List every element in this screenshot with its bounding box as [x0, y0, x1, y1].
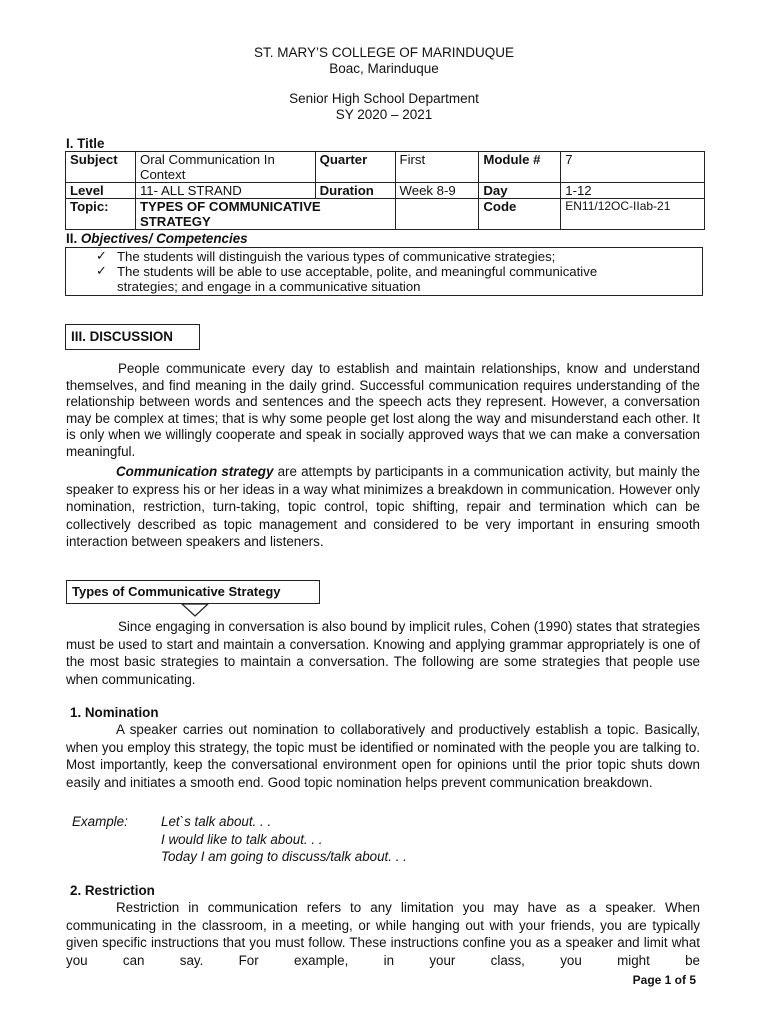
quarter-value: First — [395, 152, 479, 183]
module-info-table — [65, 151, 705, 230]
school-name: ST. MARY’S COLLEGE OF MARINDUQUE — [253, 45, 515, 60]
discussion-paragraph-2: Communication strategy are attempts by participants in a communication activity, but mainly the speaker to express his or her ideas in a way what minimizes a breakdown in communication. However only nomination, restriction, turn-taking, topic control, topic shifting, repair and termination which can be collectively described as topic management and considered to be very important in ensuring smooth interaction between speakers and listeners. — [66, 464, 700, 550]
day-label: Day — [479, 183, 561, 199]
school-location: Boac, Marinduque — [329, 61, 439, 76]
restriction-paragraph: Restriction in communication refers to any limitation you may have as a speaker. When communicating in the classroom, in a meeting, or while hanging out with your friends, you are typically given specific instructions that you must follow. These instructions confine you as a speaker and limit what you can say. For example, in your class, you might be — [66, 900, 700, 968]
quarter-label: Quarter — [315, 152, 395, 183]
types-heading-box: Types of Communicative Strategy — [66, 580, 320, 604]
level-label: Level — [66, 183, 136, 199]
example-line: I would like to talk about. . . — [161, 832, 323, 847]
section-title-1: I. Title — [66, 136, 105, 151]
check-icon: ✓ — [96, 263, 107, 278]
level-value: 11- ALL STRAND — [135, 183, 315, 199]
code-label: Code — [479, 199, 561, 230]
department-name: Senior High School Department — [289, 91, 479, 106]
down-arrow-icon — [181, 603, 209, 618]
day-value: 1-12 — [561, 183, 705, 199]
example-line: Let`s talk about. . . — [161, 814, 272, 829]
objective-item: The students will distinguish the various types of communicative strategies; — [117, 249, 556, 264]
discussion-paragraph-1: People communicate every day to establish and maintain relationships, know and understand themselves, and find meaning in the daily grind. Successful communication requires understanding of the relationship between words and sentences and the speech acts they represent. However, a conversation may be complex at times; that is why some people get lost along the way and misunderstand each other. It is only when we willingly cooperate and speak in socially approved ways that we can make a conversation meaningful. — [66, 361, 700, 459]
discussion-heading: III. DISCUSSION — [65, 324, 200, 350]
topic-label: Topic: — [66, 199, 136, 230]
topic-value: TYPES OF COMMUNICATIVE STRATEGY — [135, 199, 395, 230]
school-year: SY 2020 – 2021 — [335, 107, 433, 122]
code-value: EN11/12OC-IIab-21 — [561, 199, 705, 230]
check-icon: ✓ — [96, 248, 107, 263]
nomination-paragraph: A speaker carries out nomination to collaboratively and productively establish a topic. Basically, when you employ this strategy, the topic must be identified or nominated with the people you are talking to. Most importantly, keep the conversational environment open for opinions until the prior topic shuts down easily and initiates a smooth end. Good topic nomination helps prevent communication breakdown. — [66, 722, 700, 790]
duration-value: Week 8-9 — [395, 183, 479, 199]
types-intro-paragraph: Since engaging in conversation is also bound by implicit rules, Cohen (1990) states that strategies must be used to start and maintain a conversation. Knowing and applying grammar appropriately is one of the most basic strategies to maintain a conversation. The following are some strategies that people use when communicating. — [66, 619, 700, 687]
objective-item-continued: strategies; and engage in a communicative situation — [117, 279, 421, 294]
section-title-2: II. Objectives/ Competencies — [66, 231, 248, 246]
duration-label: Duration — [315, 183, 395, 199]
nomination-heading: 1. Nomination — [70, 705, 159, 720]
module-label: Module # — [479, 152, 561, 183]
example-label: Example: — [72, 814, 128, 829]
page-number: Page 1 of 5 — [632, 973, 696, 987]
subject-label: Subject — [66, 152, 136, 183]
objective-item: The students will be able to use acceptable, polite, and meaningful communicative — [117, 264, 598, 279]
objectives-box — [65, 247, 703, 296]
module-value: 7 — [561, 152, 705, 183]
term-communication-strategy: Communication strategy — [116, 464, 274, 479]
example-line: Today I am going to discuss/talk about. . . — [161, 849, 407, 864]
subject-value: Oral Communication In Context — [135, 152, 315, 183]
restriction-heading: 2. Restriction — [70, 883, 155, 898]
